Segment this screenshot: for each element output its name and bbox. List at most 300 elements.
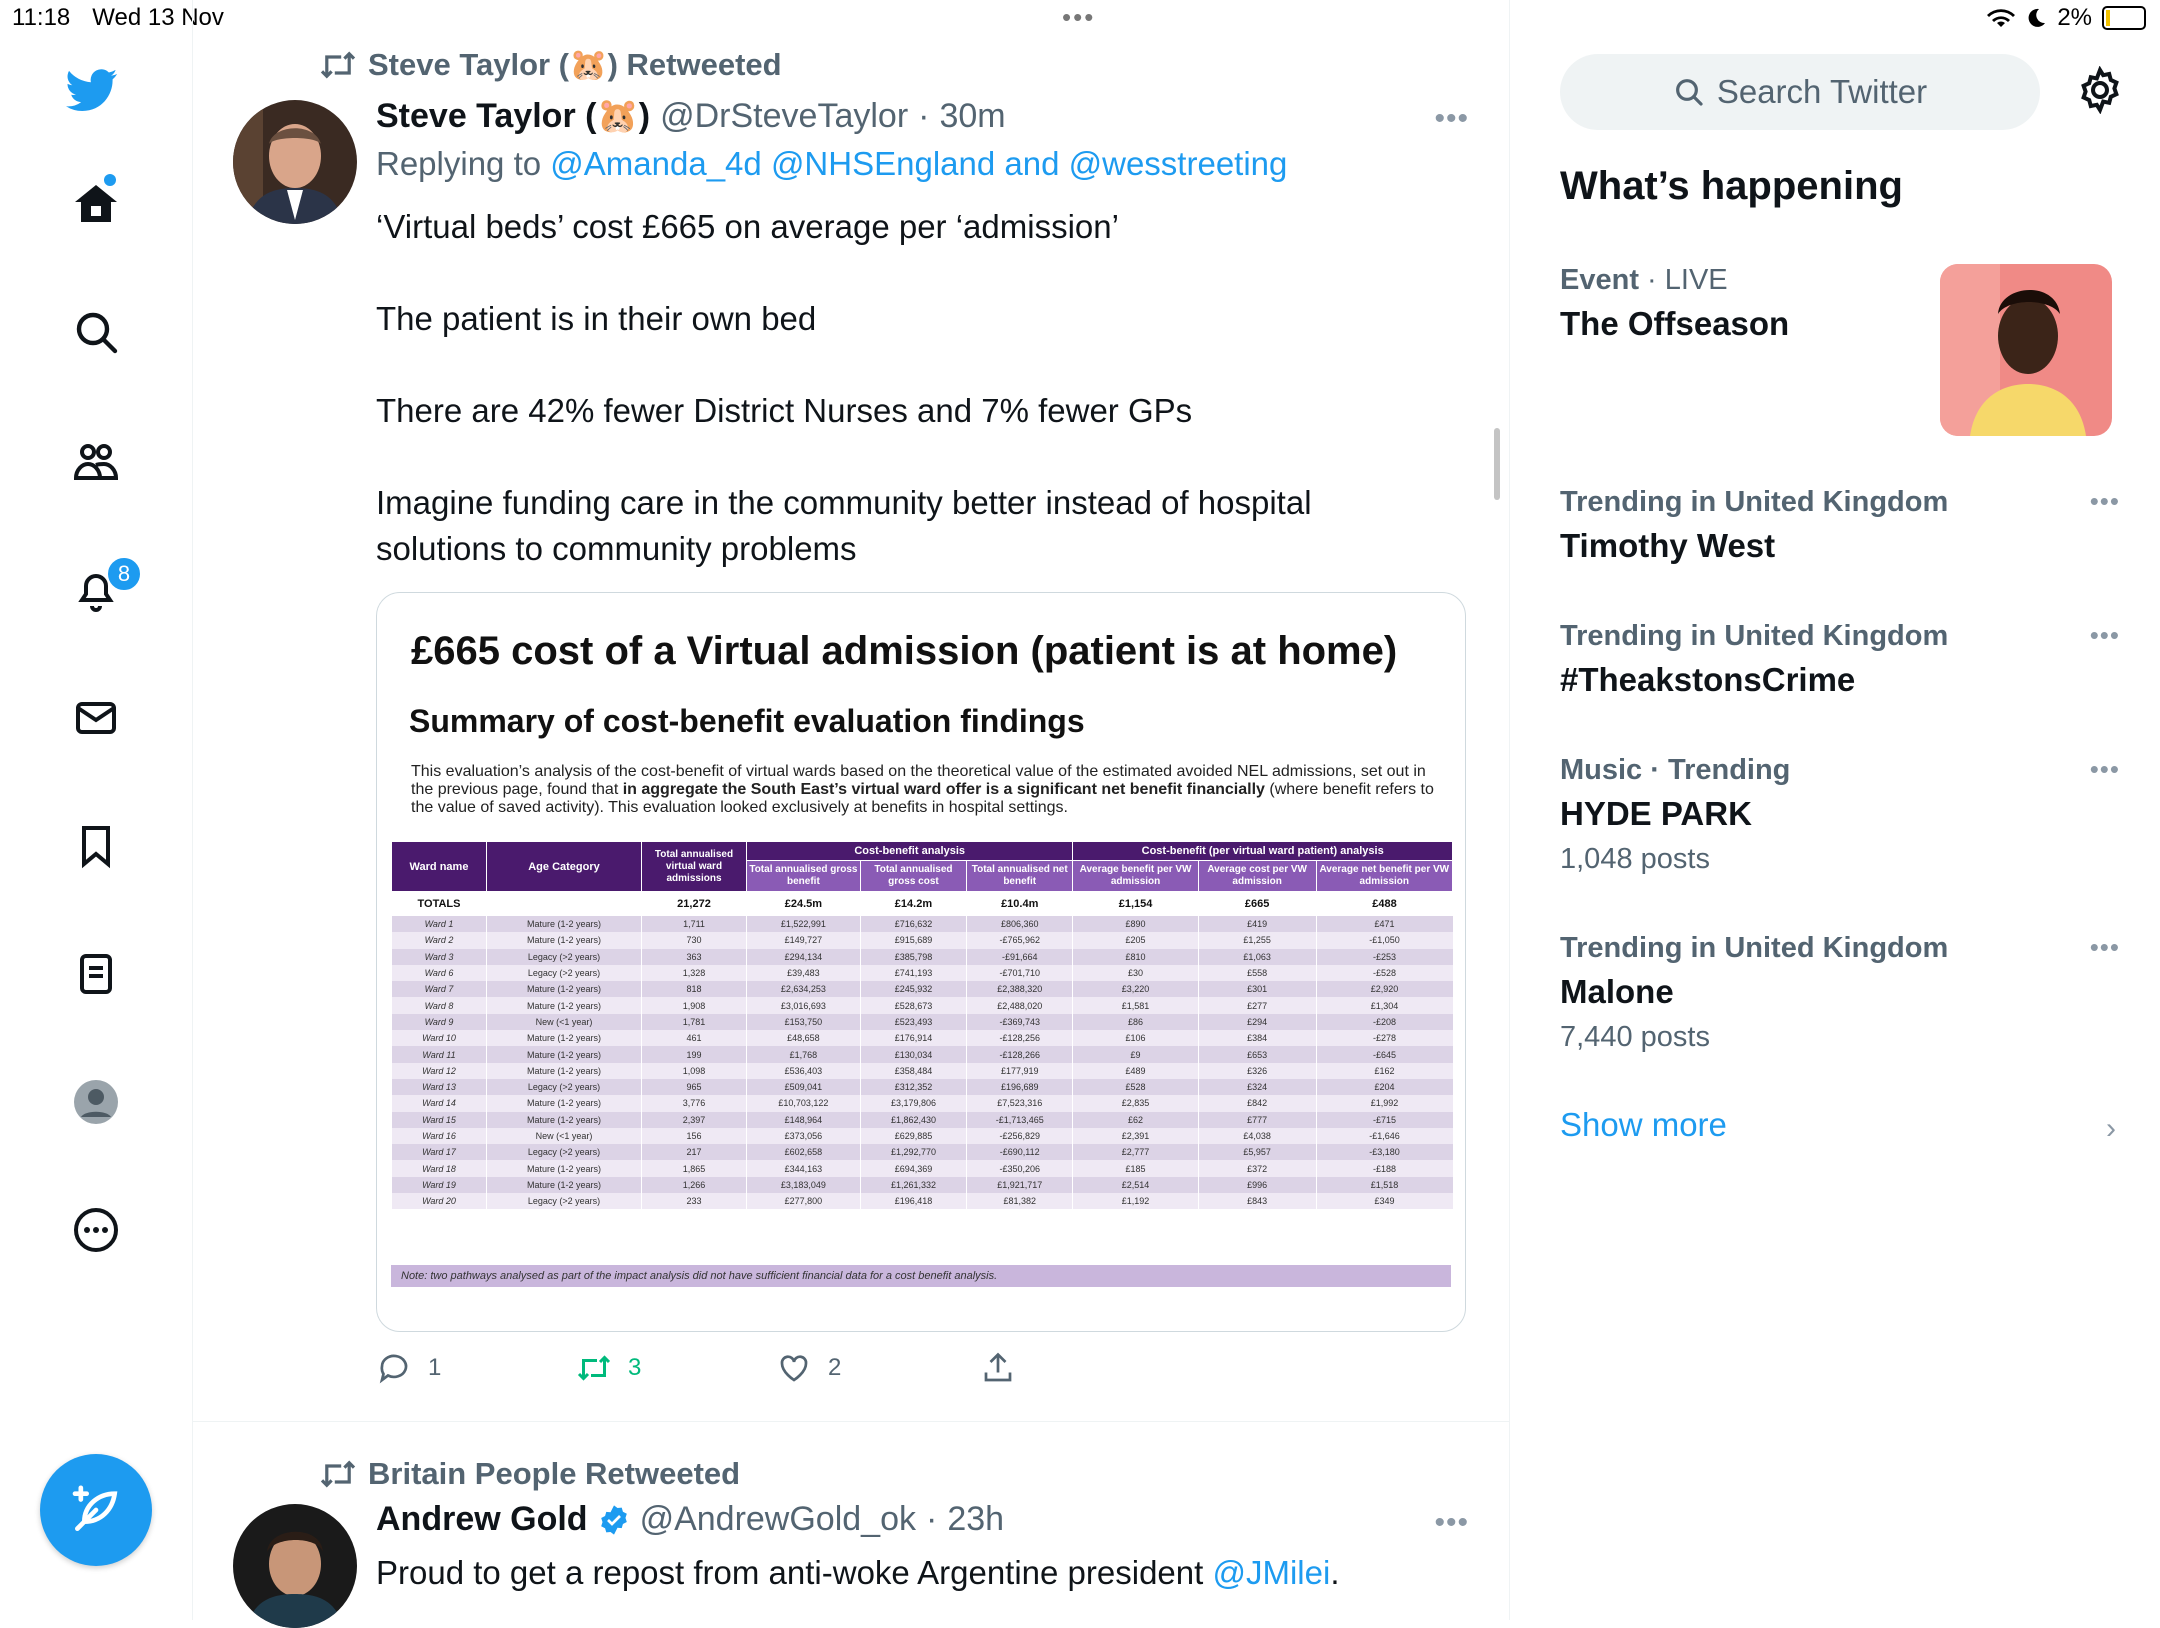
table-header: Total annualised virtual ward admissions bbox=[642, 842, 747, 892]
table-cell: £741,193 bbox=[860, 965, 966, 981]
event-context: Event bbox=[1560, 264, 1639, 296]
table-cell: 461 bbox=[642, 1030, 747, 1046]
event-title: The Offseason bbox=[1560, 305, 1790, 342]
table-cell: Mature (1-2 years) bbox=[487, 1177, 642, 1193]
table-cell: Mature (1-2 years) bbox=[487, 916, 642, 932]
table-cell: £385,798 bbox=[860, 949, 966, 965]
tweet-paragraph: ‘Virtual beds’ cost £665 on average per ‘admission’ bbox=[376, 208, 1119, 245]
table-cell: £24.5m bbox=[747, 892, 861, 917]
event-image[interactable] bbox=[1940, 264, 2112, 436]
table-row bbox=[392, 1046, 1453, 1062]
settings-gear-icon[interactable] bbox=[2076, 66, 2124, 114]
table-cell: 3,776 bbox=[642, 1095, 747, 1111]
table-cell: £3,179,806 bbox=[860, 1095, 966, 1111]
trend-more-button[interactable]: ••• bbox=[2089, 754, 2120, 784]
table-cell: Ward 9 bbox=[392, 1014, 487, 1030]
table-row bbox=[392, 1095, 1453, 1111]
search-box[interactable] bbox=[1560, 54, 2040, 130]
tweet-image-card[interactable] bbox=[376, 592, 1466, 1332]
mention-link[interactable]: @wesstreeting bbox=[1068, 145, 1288, 182]
table-header: Average net benefit per VW admission bbox=[1316, 861, 1452, 892]
table-row bbox=[392, 949, 1453, 965]
search-icon bbox=[1673, 76, 1705, 108]
table-cell: £2,835 bbox=[1073, 1095, 1198, 1111]
table-cell: Legacy (>2 years) bbox=[487, 1079, 642, 1095]
table-cell: £176,914 bbox=[860, 1030, 966, 1046]
table-cell: Ward 19 bbox=[392, 1177, 487, 1193]
table-cell: -£715 bbox=[1316, 1112, 1452, 1128]
table-header: Average benefit per VW admission bbox=[1073, 861, 1198, 892]
table-cell: £10.4m bbox=[967, 892, 1073, 917]
table-cell: Mature (1-2 years) bbox=[487, 1112, 642, 1128]
table-cell: -£528 bbox=[1316, 965, 1452, 981]
table-cell: £1,255 bbox=[1198, 932, 1316, 948]
trend-post-count: 1,048 posts bbox=[1560, 843, 1710, 875]
search-icon[interactable] bbox=[70, 306, 122, 358]
table-cell: £3,183,049 bbox=[747, 1177, 861, 1193]
table-cell bbox=[487, 892, 642, 917]
tweet-paragraph: The patient is in their own bed bbox=[376, 300, 817, 337]
tweet-header: Steve Taylor (🐹) @DrSteveTaylor · 30m bbox=[376, 96, 1006, 135]
table-cell: £890 bbox=[1073, 916, 1198, 932]
table-cell: £2,514 bbox=[1073, 1177, 1198, 1193]
table-cell: £653 bbox=[1198, 1046, 1316, 1062]
table-cell: £312,352 bbox=[860, 1079, 966, 1095]
timeline[interactable] bbox=[193, 0, 1510, 1620]
status-date: Wed 13 Nov bbox=[92, 4, 224, 31]
table-cell: £326 bbox=[1198, 1063, 1316, 1079]
table-row bbox=[392, 1030, 1453, 1046]
table-cell: Legacy (>2 years) bbox=[487, 1193, 642, 1209]
retweet-context bbox=[318, 1456, 740, 1492]
table-cell: £245,932 bbox=[860, 981, 966, 997]
table-cell: £3,220 bbox=[1073, 981, 1198, 997]
table-cell: £523,493 bbox=[860, 1014, 966, 1030]
trend-item[interactable] bbox=[1560, 754, 2120, 876]
table-cell: -£188 bbox=[1316, 1160, 1452, 1176]
table-cell: 1,328 bbox=[642, 965, 747, 981]
table-header: Age Category bbox=[487, 842, 642, 892]
table-cell: -£208 bbox=[1316, 1014, 1452, 1030]
author-handle[interactable]: @DrSteveTaylor bbox=[660, 96, 909, 135]
table-cell: 233 bbox=[642, 1193, 747, 1209]
mention-link[interactable]: @Amanda_4d bbox=[550, 145, 762, 182]
table-cell: £14.2m bbox=[860, 892, 966, 917]
cost-benefit-table bbox=[391, 841, 1453, 1209]
table-cell: £4,038 bbox=[1198, 1128, 1316, 1144]
table-cell: £373,056 bbox=[747, 1128, 861, 1144]
table-cell: 965 bbox=[642, 1079, 747, 1095]
whats-happening-heading: What’s happening bbox=[1560, 164, 1903, 208]
table-cell: -£3,180 bbox=[1316, 1144, 1452, 1160]
table-cell: £1,063 bbox=[1198, 949, 1316, 965]
table-cell: Ward 1 bbox=[392, 916, 487, 932]
table-cell: -£1,713,465 bbox=[967, 1112, 1073, 1128]
table-cell: £629,885 bbox=[860, 1128, 966, 1144]
table-row bbox=[392, 1014, 1453, 1030]
avatar[interactable] bbox=[233, 1504, 357, 1628]
table-cell: £1,292,770 bbox=[860, 1144, 966, 1160]
compose-tweet-button[interactable] bbox=[40, 1454, 152, 1566]
trend-title: #TheakstonsCrime bbox=[1560, 661, 1856, 698]
table-cell: TOTALS bbox=[392, 892, 487, 917]
table-cell: Mature (1-2 years) bbox=[487, 1063, 642, 1079]
verified-badge-icon bbox=[598, 1504, 630, 1536]
table-cell: £694,369 bbox=[860, 1160, 966, 1176]
table-cell: Ward 16 bbox=[392, 1128, 487, 1144]
table-cell: £81,382 bbox=[967, 1193, 1073, 1209]
table-cell: £301 bbox=[1198, 981, 1316, 997]
multitask-dots[interactable]: ••• bbox=[1062, 2, 1096, 32]
left-nav bbox=[0, 0, 193, 1620]
table-cell: £30 bbox=[1073, 965, 1198, 981]
battery-percent: 2% bbox=[2057, 4, 2092, 31]
table-cell: £196,689 bbox=[967, 1079, 1073, 1095]
table-group-header: Cost-benefit analysis bbox=[747, 842, 1073, 861]
table-cell: £48,658 bbox=[747, 1030, 861, 1046]
table-cell: £384 bbox=[1198, 1030, 1316, 1046]
retweeted-by-label: Steve Taylor (🐹) Retweeted bbox=[368, 47, 782, 82]
table-cell: -£278 bbox=[1316, 1030, 1452, 1046]
author-name[interactable]: Steve Taylor (🐹) bbox=[376, 97, 651, 135]
table-cell: Ward 20 bbox=[392, 1193, 487, 1209]
card-subtitle: Summary of cost-benefit evaluation findings bbox=[409, 703, 1085, 739]
table-row bbox=[392, 1160, 1453, 1176]
table-cell: £2,920 bbox=[1316, 981, 1452, 997]
table-cell: -£253 bbox=[1316, 949, 1452, 965]
table-cell: £665 bbox=[1198, 892, 1316, 917]
table-row bbox=[392, 997, 1453, 1013]
table-header: Ward name bbox=[392, 842, 487, 892]
trend-item[interactable] bbox=[1560, 932, 2120, 1054]
table-cell: Mature (1-2 years) bbox=[487, 1095, 642, 1111]
profile-avatar-icon[interactable] bbox=[70, 1076, 122, 1128]
trend-context: Trending in United Kingdom bbox=[1560, 932, 1949, 964]
event-live: LIVE bbox=[1664, 264, 1728, 296]
card-title: £665 cost of a Virtual admission (patient is at home) bbox=[411, 629, 1398, 673]
table-cell: £106 bbox=[1073, 1030, 1198, 1046]
trend-item[interactable] bbox=[1560, 486, 2120, 565]
table-cell: £349 bbox=[1316, 1193, 1452, 1209]
table-cell: Ward 8 bbox=[392, 997, 487, 1013]
table-header: Total annualised gross benefit bbox=[747, 861, 861, 892]
table-cell: £2,634,253 bbox=[747, 981, 861, 997]
table-cell: Ward 6 bbox=[392, 965, 487, 981]
trend-more-button[interactable]: ••• bbox=[2089, 486, 2120, 516]
table-cell: Mature (1-2 years) bbox=[487, 981, 642, 997]
table-cell: -£701,710 bbox=[967, 965, 1073, 981]
table-cell: £62 bbox=[1073, 1112, 1198, 1128]
table-cell: £806,360 bbox=[967, 916, 1073, 932]
bookmark-icon[interactable] bbox=[70, 820, 122, 872]
table-row bbox=[392, 1193, 1453, 1209]
tweet-paragraph: There are 42% fewer District Nurses and 7% fewer GPs bbox=[376, 392, 1193, 429]
table-cell: £1,261,332 bbox=[860, 1177, 966, 1193]
trend-more-button[interactable]: ••• bbox=[2089, 620, 2120, 650]
table-cell: £39,483 bbox=[747, 965, 861, 981]
table-cell: £602,658 bbox=[747, 1144, 861, 1160]
trend-context: Trending in United Kingdom bbox=[1560, 620, 1949, 652]
table-row bbox=[392, 1063, 1453, 1079]
compose-feather-icon bbox=[68, 1482, 124, 1538]
table-cell: 2,397 bbox=[642, 1112, 747, 1128]
table-cell: £7,523,316 bbox=[967, 1095, 1073, 1111]
notification-count-badge: 8 bbox=[106, 556, 142, 592]
table-cell: £205 bbox=[1073, 932, 1198, 948]
table-cell: £294,134 bbox=[747, 949, 861, 965]
table-cell: Ward 12 bbox=[392, 1063, 487, 1079]
table-cell: £2,388,320 bbox=[967, 981, 1073, 997]
table-cell: Ward 17 bbox=[392, 1144, 487, 1160]
home-icon[interactable] bbox=[70, 178, 122, 230]
tweet-body: Proud to get a repost from anti-woke Argentine president bbox=[376, 1554, 1213, 1591]
table-cell: £1,304 bbox=[1316, 997, 1452, 1013]
table-cell: £810 bbox=[1073, 949, 1198, 965]
table-cell: £372 bbox=[1198, 1160, 1316, 1176]
table-cell: £130,034 bbox=[860, 1046, 966, 1062]
trend-item[interactable] bbox=[1560, 620, 2120, 699]
tweet-time[interactable]: 30m bbox=[939, 96, 1006, 135]
table-cell: Ward 15 bbox=[392, 1112, 487, 1128]
trend-post-count: 7,440 posts bbox=[1560, 1021, 1710, 1053]
table-cell: 1,908 bbox=[642, 997, 747, 1013]
table-note: Note: two pathways analysed as part of the impact analysis did not have sufficient financial data for a cost benefit analysis. bbox=[391, 1265, 1451, 1287]
table-cell: 730 bbox=[642, 932, 747, 948]
avatar[interactable] bbox=[233, 100, 357, 224]
table-cell: Ward 14 bbox=[392, 1095, 487, 1111]
chevron-right-icon[interactable]: › bbox=[2106, 1112, 2116, 1145]
table-cell: £1,768 bbox=[747, 1046, 861, 1062]
table-cell: Ward 3 bbox=[392, 949, 487, 965]
trend-context: Music · Trending bbox=[1560, 754, 1791, 786]
table-cell: £10,703,122 bbox=[747, 1095, 861, 1111]
table-header: Total annualised gross cost bbox=[860, 861, 966, 892]
table-cell: -£128,266 bbox=[967, 1046, 1073, 1062]
table-cell: 217 bbox=[642, 1144, 747, 1160]
table-cell: £1,581 bbox=[1073, 997, 1198, 1013]
table-row bbox=[392, 1128, 1453, 1144]
table-cell: £9 bbox=[1073, 1046, 1198, 1062]
table-cell: £488 bbox=[1316, 892, 1452, 917]
show-more-link[interactable]: Show more bbox=[1560, 1106, 1727, 1143]
table-cell: 1,781 bbox=[642, 1014, 747, 1030]
tweet-more-button[interactable]: ••• bbox=[1434, 102, 1469, 135]
table-cell: £2,391 bbox=[1073, 1128, 1198, 1144]
like-count: 2 bbox=[828, 1354, 842, 1381]
table-cell: £277,800 bbox=[747, 1193, 861, 1209]
table-cell: £1,518 bbox=[1316, 1177, 1452, 1193]
table-cell: Mature (1-2 years) bbox=[487, 997, 642, 1013]
table-row bbox=[392, 1112, 1453, 1128]
table-cell: Ward 10 bbox=[392, 1030, 487, 1046]
table-cell: £149,727 bbox=[747, 932, 861, 948]
table-cell: £277 bbox=[1198, 997, 1316, 1013]
table-cell: £344,163 bbox=[747, 1160, 861, 1176]
mention-link[interactable]: @NHSEngland bbox=[770, 145, 996, 182]
tweet-more-button[interactable]: ••• bbox=[1434, 1506, 1469, 1539]
table-cell: Legacy (>2 years) bbox=[487, 949, 642, 965]
table-cell: £777 bbox=[1198, 1112, 1316, 1128]
home-unread-dot bbox=[104, 174, 116, 186]
table-cell: -£765,962 bbox=[967, 932, 1073, 948]
table-cell: £528 bbox=[1073, 1079, 1198, 1095]
table-cell: £996 bbox=[1198, 1177, 1316, 1193]
table-cell: -£91,664 bbox=[967, 949, 1073, 965]
table-cell: £842 bbox=[1198, 1095, 1316, 1111]
table-cell: £294 bbox=[1198, 1014, 1316, 1030]
table-cell: £1,992 bbox=[1316, 1095, 1452, 1111]
table-cell: £3,016,693 bbox=[747, 997, 861, 1013]
trend-title: Timothy West bbox=[1560, 527, 1776, 564]
author-name[interactable]: Andrew Gold bbox=[376, 1500, 588, 1538]
table-cell: -£350,206 bbox=[967, 1160, 1073, 1176]
table-cell: -£1,646 bbox=[1316, 1128, 1452, 1144]
table-cell: Ward 7 bbox=[392, 981, 487, 997]
table-cell: Ward 11 bbox=[392, 1046, 487, 1062]
trend-title: HYDE PARK bbox=[1560, 795, 1752, 832]
table-cell: £915,689 bbox=[860, 932, 966, 948]
table-cell: 21,272 bbox=[642, 892, 747, 917]
table-row bbox=[392, 932, 1453, 948]
table-row bbox=[392, 916, 1453, 932]
table-cell: -£256,829 bbox=[967, 1128, 1073, 1144]
table-cell: £204 bbox=[1316, 1079, 1452, 1095]
retweet-count: 3 bbox=[628, 1354, 642, 1381]
more-options-circle-icon[interactable] bbox=[70, 1204, 122, 1256]
table-cell: £5,957 bbox=[1198, 1144, 1316, 1160]
table-cell: £1,921,717 bbox=[967, 1177, 1073, 1193]
share-button[interactable] bbox=[980, 1350, 1016, 1386]
table-cell: £196,418 bbox=[860, 1193, 966, 1209]
table-cell: 1,711 bbox=[642, 916, 747, 932]
share-icon bbox=[980, 1350, 1016, 1386]
table-cell: £1,522,991 bbox=[747, 916, 861, 932]
messages-envelope-icon[interactable] bbox=[70, 692, 122, 744]
table-cell: Mature (1-2 years) bbox=[487, 932, 642, 948]
table-cell: 818 bbox=[642, 981, 747, 997]
table-cell: New (<1 year) bbox=[487, 1014, 642, 1030]
tweet-text bbox=[376, 1550, 1456, 1596]
communities-icon[interactable] bbox=[70, 436, 122, 488]
table-cell: -£369,743 bbox=[967, 1014, 1073, 1030]
card-paragraph: This evaluation’s analysis of the cost-benefit of virtual wards based on the theoretical value of the estimated avoided NEL admissions, set out in the previous page, found that in aggregate the South East’s virtual ward offer is a significant net benefit financially (where benefit refers to the value of saved activity). This evaluation looked exclusively at benefits in hospital settings. bbox=[411, 763, 1434, 816]
tweet-paragraph: Imagine funding care in the community better instead of hospital solutions to community problems bbox=[376, 484, 1312, 567]
trend-title: Malone bbox=[1560, 973, 1674, 1010]
table-cell: 1,098 bbox=[642, 1063, 747, 1079]
table-cell: £528,673 bbox=[860, 997, 966, 1013]
table-cell: £324 bbox=[1198, 1079, 1316, 1095]
search-placeholder: Search Twitter bbox=[1716, 73, 1928, 110]
table-cell: Mature (1-2 years) bbox=[487, 1030, 642, 1046]
retweet-button[interactable] bbox=[576, 1350, 641, 1386]
like-button[interactable] bbox=[776, 1350, 841, 1386]
table-header: Total annualised net benefit bbox=[967, 861, 1073, 892]
twitter-logo-icon[interactable] bbox=[66, 64, 118, 116]
retweet-icon bbox=[318, 49, 358, 81]
status-time: 11:18 bbox=[12, 4, 71, 31]
table-cell: £358,484 bbox=[860, 1063, 966, 1079]
table-row bbox=[392, 965, 1453, 981]
table-cell: £471 bbox=[1316, 916, 1452, 932]
retweet-icon bbox=[318, 1458, 358, 1490]
mention-link[interactable]: @JMilei bbox=[1212, 1554, 1331, 1591]
table-cell: £2,777 bbox=[1073, 1144, 1198, 1160]
author-handle[interactable]: @AndrewGold_ok bbox=[639, 1500, 916, 1538]
table-cell: £558 bbox=[1198, 965, 1316, 981]
heart-icon bbox=[776, 1350, 812, 1386]
retweet-icon bbox=[576, 1350, 612, 1386]
table-cell: New (<1 year) bbox=[487, 1128, 642, 1144]
table-row bbox=[392, 1144, 1453, 1160]
table-cell: £716,632 bbox=[860, 916, 966, 932]
table-cell: £419 bbox=[1198, 916, 1316, 932]
table-row bbox=[392, 1177, 1453, 1193]
table-cell: £1,192 bbox=[1073, 1193, 1198, 1209]
tweet-body-end: . bbox=[1330, 1554, 1340, 1591]
replying-to bbox=[376, 145, 1287, 183]
table-cell: 199 bbox=[642, 1046, 747, 1062]
table-cell: £162 bbox=[1316, 1063, 1452, 1079]
table-row bbox=[392, 892, 1453, 917]
event-item[interactable]: Event · LIVE The Offseason bbox=[1560, 264, 2120, 343]
right-sidebar bbox=[1510, 0, 2160, 1620]
table-cell: Legacy (>2 years) bbox=[487, 965, 642, 981]
table-cell: Ward 2 bbox=[392, 932, 487, 948]
table-cell: -£690,112 bbox=[967, 1144, 1073, 1160]
retweet-context bbox=[318, 46, 782, 83]
replying-to-label: Replying to bbox=[376, 145, 542, 182]
table-cell: £489 bbox=[1073, 1063, 1198, 1079]
trend-context: Trending in United Kingdom bbox=[1560, 486, 1949, 518]
table-cell: Mature (1-2 years) bbox=[487, 1160, 642, 1176]
table-cell: £86 bbox=[1073, 1014, 1198, 1030]
tweet-divider bbox=[193, 1421, 1509, 1422]
table-cell: -£128,256 bbox=[967, 1030, 1073, 1046]
table-header: Average cost per VW admission bbox=[1198, 861, 1316, 892]
tweet-text bbox=[376, 204, 1376, 618]
tweet-header: Andrew Gold @AndrewGold_ok · 23h bbox=[376, 1500, 1005, 1538]
table-cell: Legacy (>2 years) bbox=[487, 1144, 642, 1160]
reply-button[interactable] bbox=[376, 1350, 441, 1386]
table-cell: 363 bbox=[642, 949, 747, 965]
table-cell: £1,862,430 bbox=[860, 1112, 966, 1128]
table-cell: £843 bbox=[1198, 1193, 1316, 1209]
table-group-header: Cost-benefit (per virtual ward patient) analysis bbox=[1073, 842, 1453, 861]
table-cell: £1,154 bbox=[1073, 892, 1198, 917]
retweeted-by-label: Britain People Retweeted bbox=[368, 1456, 741, 1491]
scrollbar[interactable] bbox=[1494, 428, 1500, 500]
table-cell: £185 bbox=[1073, 1160, 1198, 1176]
reply-count: 1 bbox=[428, 1354, 442, 1381]
table-cell: 1,865 bbox=[642, 1160, 747, 1176]
table-row bbox=[392, 981, 1453, 997]
table-cell: Ward 13 bbox=[392, 1079, 487, 1095]
tweet-time[interactable]: 23h bbox=[947, 1500, 1005, 1538]
table-cell: £536,403 bbox=[747, 1063, 861, 1079]
table-row bbox=[392, 1079, 1453, 1095]
table-cell: Ward 18 bbox=[392, 1160, 487, 1176]
lists-icon[interactable] bbox=[70, 948, 122, 1000]
table-cell: -£645 bbox=[1316, 1046, 1452, 1062]
table-cell: £153,750 bbox=[747, 1014, 861, 1030]
replying-and-label: and bbox=[1004, 145, 1060, 182]
table-cell: 1,266 bbox=[642, 1177, 747, 1193]
trend-more-button[interactable]: ••• bbox=[2089, 932, 2120, 962]
table-cell: -£1,050 bbox=[1316, 932, 1452, 948]
table-cell: £2,488,020 bbox=[967, 997, 1073, 1013]
table-cell: Mature (1-2 years) bbox=[487, 1046, 642, 1062]
table-cell: £177,919 bbox=[967, 1063, 1073, 1079]
